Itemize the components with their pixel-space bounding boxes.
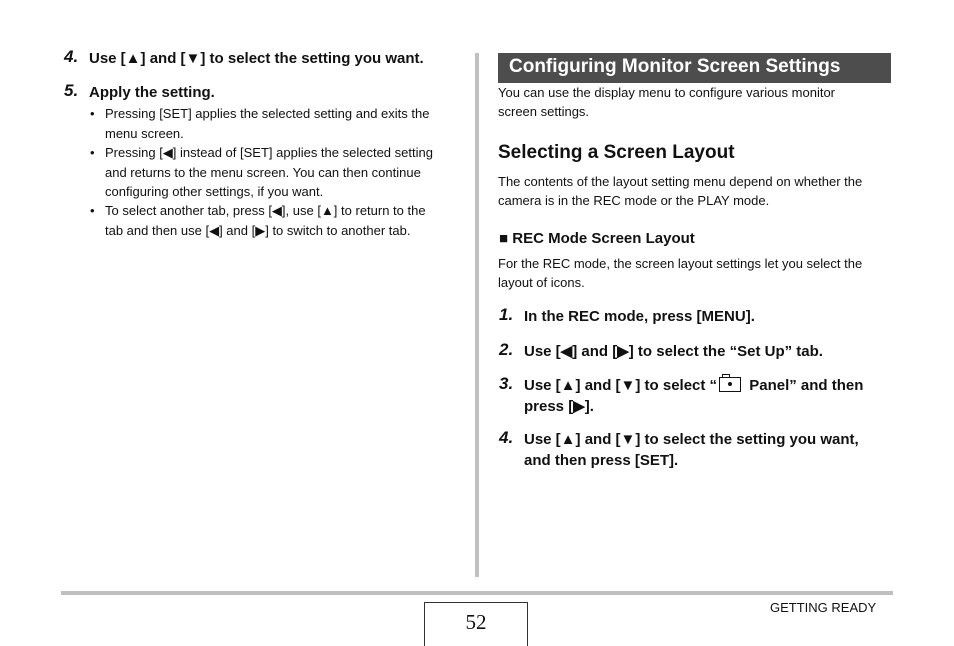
- heading: Selecting a Screen Layout: [498, 142, 735, 163]
- step-number: 3.: [499, 374, 514, 393]
- list-item: • To select another tab, press [◀], use [▲] to return to the tab and then use [◀] and [▶] to switch to another tab.: [105, 201, 426, 240]
- footer-divider: [61, 591, 893, 595]
- step-number: 2.: [499, 340, 514, 359]
- text-line: For the REC mode, the screen layout settings let you select the: [498, 256, 863, 271]
- subheading: [499, 230, 695, 247]
- list-item-line: configuring other settings, if you want.: [105, 184, 324, 199]
- list-item-line: menu screen.: [105, 125, 184, 141]
- square-bullet-icon: ■: [499, 230, 509, 247]
- step-text: Use [▲] and [▼] to select the setting you want.: [89, 50, 424, 67]
- step-text: [524, 429, 859, 471]
- step-text-line: and then press [SET].: [524, 452, 679, 469]
- step-text: [524, 375, 863, 417]
- list-item-line: and returns to the menu screen. You can then continue: [105, 164, 421, 180]
- step-text-part: Panel” and then: [745, 377, 864, 394]
- step-text: In the REC mode, press [MENU].: [524, 308, 755, 325]
- text-line: screen settings.: [498, 104, 590, 119]
- subheading-text: REC Mode Screen Layout: [512, 230, 695, 247]
- intro-text: [498, 83, 835, 121]
- column-divider: [475, 53, 479, 577]
- step-text-line: [524, 375, 863, 396]
- step-number: 4.: [64, 47, 79, 66]
- list-item-line: tab and then use [◀] and [▶] to switch to another tab.: [105, 222, 411, 238]
- list-item: • Pressing [◀] instead of [SET] applies the selected setting and returns to the menu screen. You can then continue configuring other settings, if you want.: [105, 143, 433, 202]
- page-number: 52: [424, 602, 528, 646]
- step-number: 5.: [64, 81, 79, 100]
- step-text: Apply the setting.: [89, 84, 215, 101]
- heading-description: [498, 172, 862, 210]
- list-item-line: To select another tab, press [◀], use [▲] to return to the: [105, 203, 426, 218]
- step-text-part: Use [▲] and [▼] to select “: [524, 377, 718, 394]
- text-line: The contents of the layout setting menu depend on whether the: [498, 174, 863, 189]
- text-line: You can use the display menu to configure various monitor: [498, 85, 835, 100]
- step-number: 1.: [499, 305, 514, 324]
- text-line: layout of icons.: [498, 275, 585, 290]
- list-item-line: Pressing [◀] instead of [SET] applies the selected setting: [105, 145, 433, 160]
- subheading-description: [498, 254, 862, 292]
- camera-icon: [719, 377, 741, 392]
- step-text-line: press [▶].: [524, 398, 594, 415]
- step-text: Use [◀] and [▶] to select the “Set Up” tab.: [524, 343, 823, 360]
- step-text-line: Use [▲] and [▼] to select the setting you want,: [524, 431, 859, 448]
- step-number: 4.: [499, 428, 514, 447]
- list-item-line: Pressing [SET] applies the selected setting and exits the: [105, 106, 430, 121]
- section-title: Configuring Monitor Screen Settings: [498, 53, 891, 83]
- list-item: • Pressing [SET] applies the selected setting and exits the menu screen.: [105, 104, 429, 143]
- text-line: camera is in the REC mode or the PLAY mode.: [498, 193, 770, 208]
- section-label: GETTING READY: [770, 600, 877, 615]
